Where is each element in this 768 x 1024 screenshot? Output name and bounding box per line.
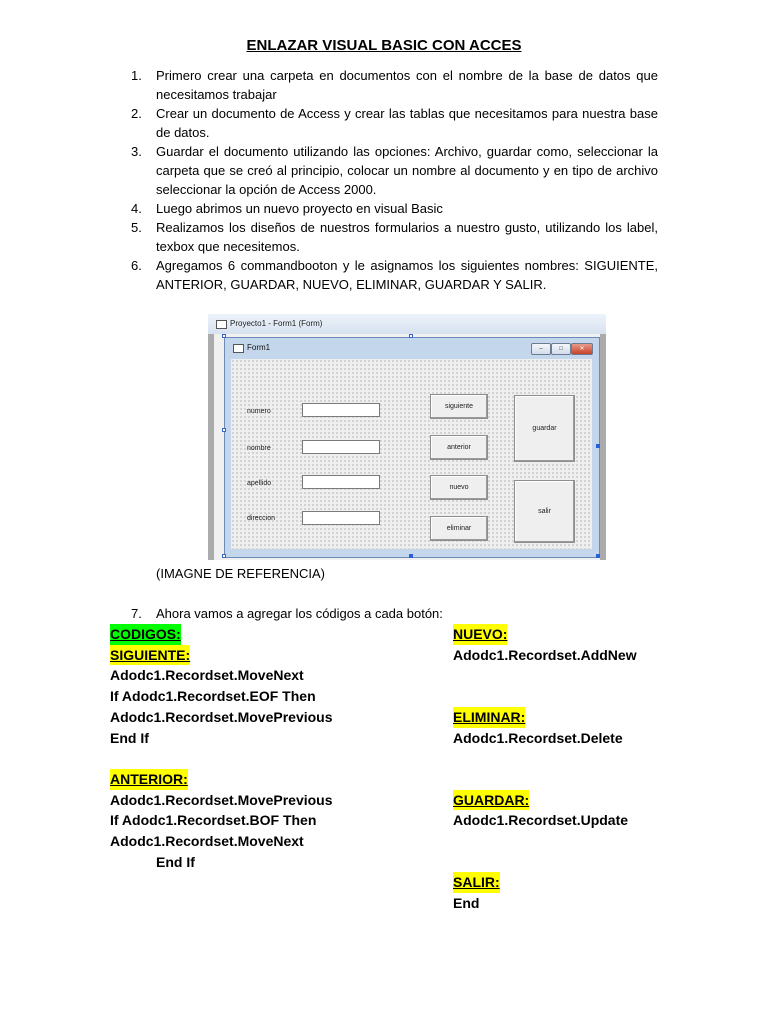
- form-window-icon: [233, 344, 244, 353]
- code-line: If Adodc1.Recordset.EOF Then: [110, 688, 316, 705]
- form-designer: [214, 334, 600, 560]
- resize-handle[interactable]: [409, 334, 413, 338]
- code-column-left: [110, 624, 333, 872]
- direccion-textbox[interactable]: [302, 511, 380, 525]
- guardar-heading: GUARDAR:: [453, 790, 529, 811]
- ide-title-bar: Proyecto1 - Form1 (Form): [208, 314, 606, 334]
- form1-window: [224, 337, 600, 558]
- apellido-textbox[interactable]: [302, 475, 380, 489]
- label-numero: numero: [247, 408, 271, 415]
- code-line: Adodc1.Recordset.MoveNext: [110, 667, 304, 684]
- resize-handle[interactable]: [222, 428, 226, 432]
- eliminar-heading: ELIMINAR:: [453, 707, 525, 728]
- code-line: Adodc1.Recordset.MoveNext: [110, 833, 304, 850]
- list-item: 5. Realizamos los diseños de nuestros formularios a nuestro gusto, utilizando los label, texbox que necesitemos.: [131, 220, 658, 254]
- resize-handle[interactable]: [596, 554, 600, 558]
- code-line: End If: [110, 729, 149, 746]
- code-line: Adodc1.Recordset.AddNew: [453, 646, 637, 663]
- label-apellido: apellido: [247, 480, 272, 487]
- nombre-textbox[interactable]: [302, 440, 380, 454]
- nuevo-button[interactable]: nuevo: [430, 475, 488, 500]
- eliminar-button[interactable]: eliminar: [430, 516, 488, 541]
- code-line: End If: [156, 853, 195, 870]
- salir-button[interactable]: salir: [514, 480, 575, 543]
- image-caption: (IMAGNE DE REFERENCIA): [156, 566, 326, 581]
- form-client-area: [231, 359, 592, 549]
- minimize-button[interactable]: –: [531, 343, 551, 355]
- code-line: End: [453, 895, 480, 912]
- label-direccion: direccion: [247, 515, 276, 522]
- form1-title-bar: Form1 – □ ✕: [225, 338, 599, 358]
- siguiente-heading: SIGUIENTE:: [110, 645, 190, 666]
- siguiente-button[interactable]: siguiente: [430, 394, 488, 419]
- list-item: 2. Crear un documento de Access y crear las tablas que necesitamos para nuestra base de datos.: [131, 106, 658, 140]
- numero-textbox[interactable]: [302, 403, 380, 417]
- list-item: 4. Luego abrimos un nuevo proyecto en visual Basic: [131, 201, 443, 216]
- codigos-heading: CODIGOS:: [110, 624, 181, 645]
- close-button[interactable]: ✕: [571, 343, 593, 355]
- code-line: Adodc1.Recordset.MovePrevious: [110, 708, 333, 725]
- list-item: 3. Guardar el documento utilizando las opciones: Archivo, guardar como, seleccionar la carpeta que se creó al principio, colocar un nombre al documento y en tipo de archivo seleccionar la opción de Access 2000.: [131, 144, 658, 197]
- nuevo-heading: NUEVO:: [453, 624, 507, 645]
- maximize-button[interactable]: □: [551, 343, 571, 355]
- document-title: ENLAZAR VISUAL BASIC CON ACCES: [246, 37, 522, 54]
- anterior-button[interactable]: anterior: [430, 435, 488, 460]
- vb-ide-screenshot: [208, 314, 606, 560]
- resize-handle[interactable]: [222, 554, 226, 558]
- steps-list: [120, 66, 658, 294]
- salir-heading: SALIR:: [453, 872, 500, 893]
- code-line: If Adodc1.Recordset.BOF Then: [110, 812, 317, 829]
- code-line: Adodc1.Recordset.Update: [453, 812, 629, 829]
- anterior-heading: ANTERIOR:: [110, 769, 188, 790]
- resize-handle[interactable]: [222, 334, 226, 338]
- resize-handle[interactable]: [409, 554, 413, 558]
- form-window-icon: [216, 320, 227, 329]
- list-item: 1. Primero crear una carpeta en documentos con el nombre de la base de datos que necesitamos trabajar: [131, 68, 658, 102]
- code-line: Adodc1.Recordset.MovePrevious: [110, 791, 333, 808]
- guardar-button[interactable]: guardar: [514, 395, 575, 462]
- code-column-right: [453, 624, 637, 914]
- label-nombre: nombre: [247, 445, 271, 452]
- list-item: 6. Agregamos 6 commandbooton y le asignamos los siguientes nombres: SIGUIENTE, ANTERIOR, GUARDAR, NUEVO, ELIMINAR, GUARDAR Y SALIR.: [131, 258, 658, 292]
- resize-handle[interactable]: [596, 444, 600, 448]
- code-line: Adodc1.Recordset.Delete: [453, 729, 623, 746]
